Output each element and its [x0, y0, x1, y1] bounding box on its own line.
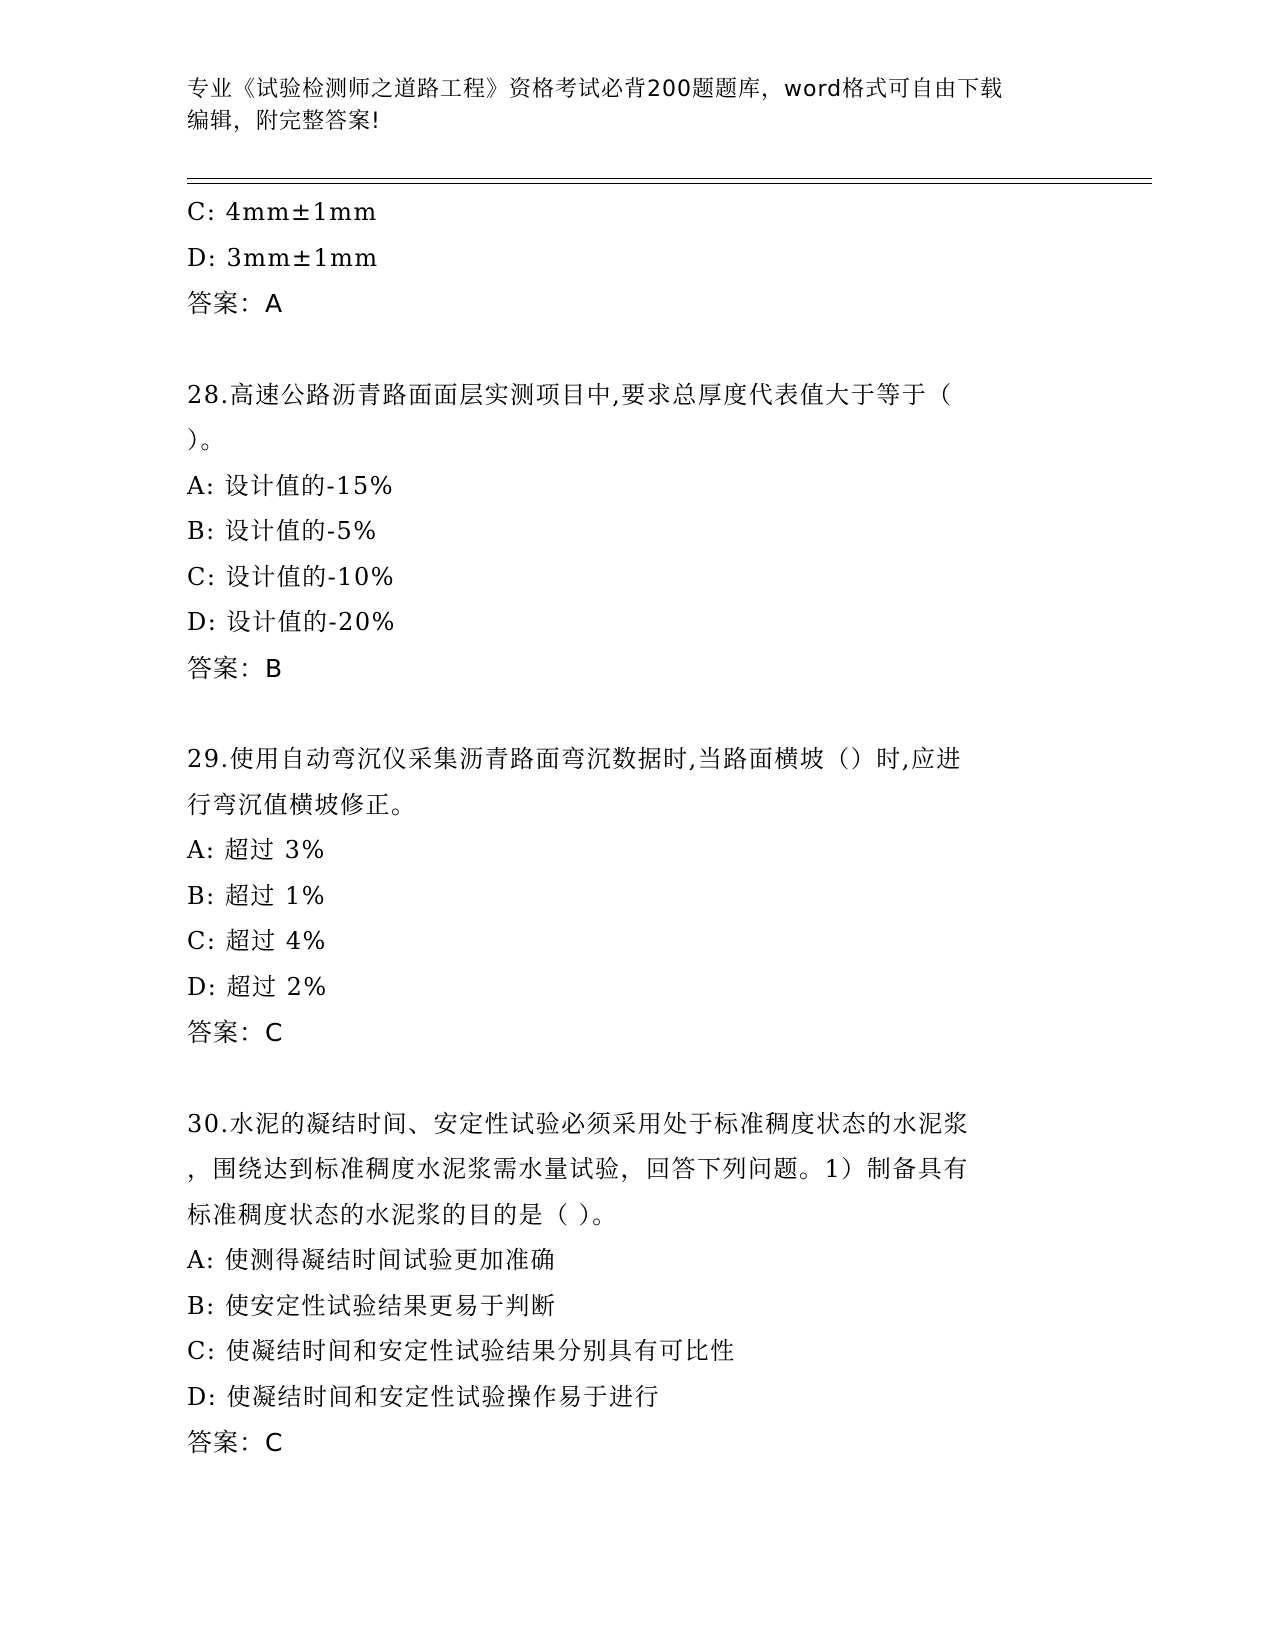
q30-answer: 答案：C: [187, 1428, 284, 1457]
q27-answer: 答案：A: [187, 289, 284, 318]
q28-answer: 答案：B: [187, 653, 284, 683]
spacer: [187, 691, 1087, 737]
document-header: [187, 74, 1087, 138]
question-27-fragment: [187, 190, 1087, 327]
q29-option-a: A: 超过 3%: [187, 836, 326, 864]
q29-option-c: C: 超过 4%: [187, 927, 327, 955]
q30-stem-line-3: 标准稠度状态的水泥浆的目的是（ ）。: [187, 1200, 618, 1229]
q28-option-a: A: 设计值的-15%: [187, 471, 394, 500]
q27-option-d: D: 3mm±1mm: [187, 243, 379, 272]
q30-stem-line-2: ，围绕达到标准稠度水泥浆需水量试验，回答下列问题。1）制备具有: [187, 1155, 969, 1183]
header-line-1: 专业《试验检测师之道路工程》资格考试必背200题题库，word格式可自由下载: [187, 77, 1004, 102]
q30-option-c: C: 使凝结时间和安定性试验结果分别具有可比性: [187, 1337, 736, 1365]
q28-option-c: C: 设计值的-10%: [187, 562, 396, 591]
question-28: [187, 373, 1087, 692]
q30-stem-line-1: 30.水泥的凝结时间、安定性试验必须采用处于标准稠度状态的水泥浆: [187, 1109, 970, 1138]
q30-option-a: A: 使测得凝结时间试验更加准确: [187, 1246, 557, 1274]
q29-stem-line-1: 29.使用自动弯沉仪采集沥青路面弯沉数据时,当路面横坡（）时,应进: [187, 745, 962, 773]
q28-option-b: B: 设计值的-5%: [187, 517, 378, 545]
spacer: [187, 1056, 1087, 1102]
q28-stem-line-2: ）。: [187, 426, 226, 454]
q30-option-b: B: 使安定性试验结果更易于判断: [187, 1291, 557, 1320]
q29-option-d: D: 超过 2%: [187, 972, 328, 1001]
q30-option-d: D: 使凝结时间和安定性试验操作易于进行: [187, 1382, 660, 1411]
header-rule-bottom: [187, 183, 1152, 184]
spacer: [187, 327, 1087, 373]
header-line-2: 编辑，附完整答案!: [187, 109, 381, 134]
q28-stem-line-1: 28.高速公路沥青路面面层实测项目中,要求总厚度代表值大于等于（: [187, 380, 953, 409]
question-30: [187, 1102, 1087, 1466]
document-body: [187, 190, 1087, 1466]
q27-option-c: C: 4mm±1mm: [187, 198, 378, 226]
question-29: [187, 737, 1087, 1056]
q29-answer: 答案：C: [187, 1018, 284, 1047]
q29-option-b: B: 超过 1%: [187, 881, 327, 910]
header-rule-top: [187, 178, 1152, 179]
q28-option-d: D: 设计值的-20%: [187, 608, 396, 636]
q29-stem-line-2: 行弯沉值横坡修正。: [187, 790, 417, 819]
